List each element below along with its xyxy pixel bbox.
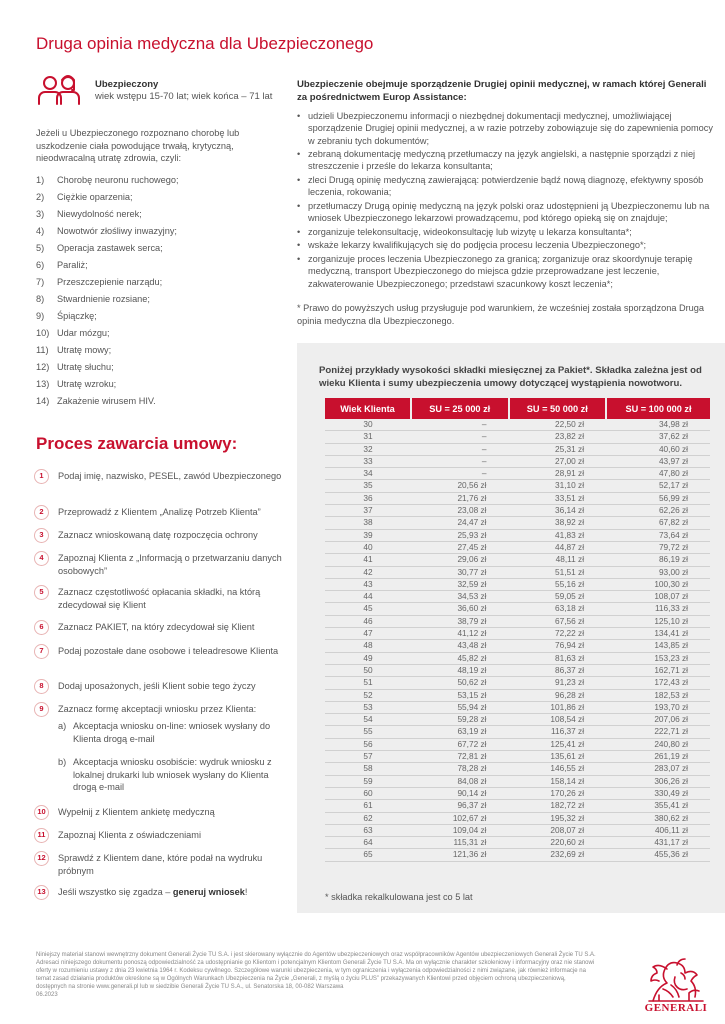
table-row bbox=[325, 714, 710, 726]
disease-list bbox=[36, 172, 179, 410]
disease-label: Niewydolność nerek; bbox=[57, 209, 142, 219]
table-cell: 48,11 zł bbox=[509, 554, 607, 566]
table-cell: 59,05 zł bbox=[509, 591, 607, 603]
table-header-cell: SU = 25 000 zł bbox=[411, 398, 509, 419]
step-number-badge: 6 bbox=[34, 620, 49, 635]
table-cell: 36,60 zł bbox=[411, 603, 509, 615]
table-cell: 93,00 zł bbox=[606, 566, 710, 578]
table-row bbox=[325, 455, 710, 467]
table-cell: 43,97 zł bbox=[606, 455, 710, 467]
table-cell: 108,07 zł bbox=[606, 591, 710, 603]
table-cell: 37,62 zł bbox=[606, 431, 710, 443]
premium-table-heading: Poniżej przykłady wysokości składki miesięcznej za Pakiet*. Składka zależna jest od wieku Klienta i sumy ubezpieczenia umowy dotyczącej wystąpienia nowotworu. bbox=[319, 365, 702, 389]
table-cell: – bbox=[411, 455, 509, 467]
table-cell: 193,70 zł bbox=[606, 701, 710, 713]
step-text: Sprawdź z Klientem dane, które podał na wydruku próbnym bbox=[58, 853, 263, 876]
table-cell: 84,08 zł bbox=[411, 775, 509, 787]
table-cell: 30,77 zł bbox=[411, 566, 509, 578]
table-cell: 86,19 zł bbox=[606, 554, 710, 566]
table-cell: 36 bbox=[325, 492, 411, 504]
table-cell: 40,60 zł bbox=[606, 443, 710, 455]
table-row bbox=[325, 591, 710, 603]
disease-number: 14) bbox=[36, 396, 50, 406]
table-cell: 116,33 zł bbox=[606, 603, 710, 615]
table-cell: 41,83 zł bbox=[509, 529, 607, 541]
table-cell: 32 bbox=[325, 443, 411, 455]
table-cell: 182,53 zł bbox=[606, 689, 710, 701]
table-cell: 64 bbox=[325, 837, 411, 849]
table-row bbox=[325, 751, 710, 763]
table-cell: 27,00 zł bbox=[509, 455, 607, 467]
disease-label: Ciężkie oparzenia; bbox=[57, 192, 133, 202]
table-cell: 34,98 zł bbox=[606, 419, 710, 431]
disease-item bbox=[36, 376, 179, 393]
table-cell: 67,56 zł bbox=[509, 615, 607, 627]
table-cell: 42 bbox=[325, 566, 411, 578]
table-cell: 232,69 zł bbox=[509, 849, 607, 861]
step-text: Podaj imię, nazwisko, PESEL, zawód Ubezpieczonego bbox=[58, 471, 282, 481]
table-row bbox=[325, 812, 710, 824]
table-cell: 222,71 zł bbox=[606, 726, 710, 738]
disease-number: 9) bbox=[36, 311, 45, 321]
table-row bbox=[325, 824, 710, 836]
table-row bbox=[325, 541, 710, 553]
table-cell: 380,62 zł bbox=[606, 812, 710, 824]
table-row bbox=[325, 689, 710, 701]
sub-step-text: Akceptacja wniosku on-line: wniosek wysłany do Klienta drogą e-mail bbox=[73, 721, 271, 744]
premium-table bbox=[325, 398, 710, 862]
table-cell: 56 bbox=[325, 738, 411, 750]
table-cell: 43,48 zł bbox=[411, 640, 509, 652]
table-cell: 330,49 zł bbox=[606, 787, 710, 799]
step-number-badge: 1 bbox=[34, 469, 49, 484]
disease-number: 7) bbox=[36, 277, 45, 287]
table-cell: 22,50 zł bbox=[509, 419, 607, 431]
table-row bbox=[325, 701, 710, 713]
step-number-badge: 11 bbox=[34, 828, 49, 843]
table-cell: 45,82 zł bbox=[411, 652, 509, 664]
table-row bbox=[325, 578, 710, 590]
coverage-list bbox=[297, 110, 717, 291]
disease-item bbox=[36, 172, 179, 189]
step-text: Zapoznaj Klienta z „Informacją o przetwarzaniu danych osobowych” bbox=[58, 553, 282, 576]
table-cell: 143,85 zł bbox=[606, 640, 710, 652]
table-cell: 67,82 zł bbox=[606, 517, 710, 529]
premium-panel bbox=[297, 343, 725, 913]
table-cell: 81,63 zł bbox=[509, 652, 607, 664]
table-cell: 20,56 zł bbox=[411, 480, 509, 492]
table-cell: 59 bbox=[325, 775, 411, 787]
table-cell: 78,28 zł bbox=[411, 763, 509, 775]
table-cell: 306,26 zł bbox=[606, 775, 710, 787]
disease-item bbox=[36, 325, 179, 342]
table-cell: 43 bbox=[325, 578, 411, 590]
step-number-badge: 4 bbox=[34, 551, 49, 566]
table-cell: 431,17 zł bbox=[606, 837, 710, 849]
table-cell: 162,71 zł bbox=[606, 664, 710, 676]
table-cell: 34,53 zł bbox=[411, 591, 509, 603]
table-cell: 62,26 zł bbox=[606, 505, 710, 517]
table-cell: 27,45 zł bbox=[411, 541, 509, 553]
footer-date: 06.2023 bbox=[36, 991, 58, 998]
table-header-cell: SU = 50 000 zł bbox=[509, 398, 607, 419]
table-cell: 37 bbox=[325, 505, 411, 517]
table-cell: 455,36 zł bbox=[606, 849, 710, 861]
table-row bbox=[325, 726, 710, 738]
table-cell: 220,60 zł bbox=[509, 837, 607, 849]
table-cell: 51,51 zł bbox=[509, 566, 607, 578]
step-number-badge: 10 bbox=[34, 805, 49, 820]
disease-number: 3) bbox=[36, 209, 45, 219]
coverage-item: • zleci Drugą opinię medyczną zawierającą: potwierdzenie bądź nową diagnozę, efektywny sposób leczenia, rokowania; bbox=[297, 174, 717, 199]
disease-number: 12) bbox=[36, 362, 50, 372]
disease-number: 1) bbox=[36, 175, 45, 185]
table-cell: 52,17 zł bbox=[606, 480, 710, 492]
step-text: Zaznacz częstotliwość opłacania składki, na którą zdecydował się Klient bbox=[58, 587, 261, 610]
table-cell: 153,23 zł bbox=[606, 652, 710, 664]
premium-table-note: * składka rekalkulowana jest co 5 lat bbox=[325, 892, 473, 902]
step-text-suffix: ! bbox=[244, 887, 248, 897]
step-text: Wypełnij z Klientem ankietę medyczną bbox=[58, 807, 215, 817]
table-cell: 40 bbox=[325, 541, 411, 553]
disease-item bbox=[36, 393, 179, 410]
disease-label: Paraliż; bbox=[57, 260, 88, 270]
table-row bbox=[325, 554, 710, 566]
sub-step-label: b) bbox=[58, 757, 67, 767]
table-cell: 38 bbox=[325, 517, 411, 529]
step-text: Zaznacz PAKIET, na który zdecydował się Klient bbox=[58, 622, 255, 632]
table-cell: 34 bbox=[325, 468, 411, 480]
table-cell: 172,43 zł bbox=[606, 677, 710, 689]
table-row bbox=[325, 677, 710, 689]
table-row bbox=[325, 443, 710, 455]
table-row bbox=[325, 849, 710, 861]
step-number-badge: 3 bbox=[34, 528, 49, 543]
table-cell: 48,19 zł bbox=[411, 664, 509, 676]
table-cell: 63,19 zł bbox=[411, 726, 509, 738]
table-row bbox=[325, 566, 710, 578]
disease-number: 5) bbox=[36, 243, 45, 253]
table-cell: 72,22 zł bbox=[509, 628, 607, 640]
table-cell: 55,94 zł bbox=[411, 701, 509, 713]
coverage-item: • zebraną dokumentację medyczną przetłumaczy na język angielski, a następnie sporządzi z niej streszczenie i prześle do lekarza konsultanta; bbox=[297, 148, 717, 173]
table-cell: 23,08 zł bbox=[411, 505, 509, 517]
page-title: Druga opinia medyczna dla Ubezpieczonego bbox=[36, 34, 374, 53]
table-cell: 55 bbox=[325, 726, 411, 738]
table-cell: 46 bbox=[325, 615, 411, 627]
table-row bbox=[325, 431, 710, 443]
step-text: Zapoznaj Klienta z oświadczeniami bbox=[58, 830, 201, 840]
step-text-prefix: Jeśli wszystko się zgadza – bbox=[58, 887, 173, 897]
disease-item bbox=[36, 308, 179, 325]
table-cell: 38,79 zł bbox=[411, 615, 509, 627]
disease-label: Utratę wzroku; bbox=[57, 379, 117, 389]
table-cell: 50 bbox=[325, 664, 411, 676]
table-cell: 73,64 zł bbox=[606, 529, 710, 541]
insured-details: wiek wstępu 15-70 lat; wiek końca – 71 lat bbox=[95, 91, 273, 102]
footer-text: Niniejszy materiał stanowi wewnętrzny dokument Generali Życie TU S.A. i jest skierowany wyłącznie do Agentów ubezpieczeniowych oraz współpracowników Agentów ubezpieczeniowych Generali Życie TU S.A. Adresaci niniejszego dokumentu ponoszą odpowiedzialność za udostępnianie go Klientom i potencjalnym Klientom Generali Życie TU S.A. Ma on wyłącznie charakter szkoleniowy i informacyjny oraz nie stanowi oferty w rozumieniu ustawy z dnia 23 kwietnia 1964 r. Kodeksu cywilnego. Szczegółowe warunki ubezpieczenia, w tym ograniczenia i wyłączenia odpowiedzialności z nimi związane, jak również informacje na temat zasad działania produktów określone są w Ogólnych Warunkach Ubezpieczenia na Życie „Generali, z myślą o życiu PLUS” przekazywanych Klientowi przed objęciem ochroną ubezpieczeniową, dostępnych na stronie www.generali.pl lub w siedzibie Generali Życie TU S.A., ul. Senatorska 18, 00-082 Warszawa bbox=[36, 952, 596, 990]
table-cell: 41,12 zł bbox=[411, 628, 509, 640]
table-cell: – bbox=[411, 443, 509, 455]
table-row bbox=[325, 480, 710, 492]
table-row bbox=[325, 628, 710, 640]
table-cell: 125,41 zł bbox=[509, 738, 607, 750]
family-icon bbox=[36, 72, 82, 106]
table-row bbox=[325, 800, 710, 812]
table-row bbox=[325, 640, 710, 652]
table-cell: 36,14 zł bbox=[509, 505, 607, 517]
step-text-bold: generuj wniosek bbox=[172, 887, 245, 897]
process-title: Proces zawarcia umowy: bbox=[36, 434, 238, 453]
table-cell: 53 bbox=[325, 701, 411, 713]
table-cell: 45 bbox=[325, 603, 411, 615]
disease-item bbox=[36, 257, 179, 274]
disease-item bbox=[36, 342, 179, 359]
table-row bbox=[325, 419, 710, 431]
disease-item bbox=[36, 206, 179, 223]
table-cell: 76,94 zł bbox=[509, 640, 607, 652]
table-cell: 207,06 zł bbox=[606, 714, 710, 726]
disease-label: Udar mózgu; bbox=[57, 328, 110, 338]
disease-number: 2) bbox=[36, 192, 45, 202]
step-number-badge: 8 bbox=[34, 679, 49, 694]
table-cell: 59,28 zł bbox=[411, 714, 509, 726]
table-cell: 49 bbox=[325, 652, 411, 664]
table-cell: 23,82 zł bbox=[509, 431, 607, 443]
disease-number: 4) bbox=[36, 226, 45, 236]
disease-label: Chorobę neuronu ruchowego; bbox=[57, 175, 179, 185]
table-cell: 50,62 zł bbox=[411, 677, 509, 689]
disease-item bbox=[36, 189, 179, 206]
table-cell: 100,30 zł bbox=[606, 578, 710, 590]
disease-item bbox=[36, 240, 179, 257]
table-row bbox=[325, 652, 710, 664]
table-cell: 101,86 zł bbox=[509, 701, 607, 713]
table-cell: – bbox=[411, 431, 509, 443]
table-cell: 35 bbox=[325, 480, 411, 492]
coverage-note: * Prawo do powyższych usług przysługuje pod warunkiem, że wcześniej została sporządzona Druga opinia medyczna dla Ubezpieczonego. bbox=[297, 303, 705, 326]
table-cell: 65 bbox=[325, 849, 411, 861]
table-cell: 55,16 zł bbox=[509, 578, 607, 590]
coverage-item: • udzieli Ubezpieczonemu informacji o niezbędnej dokumentacji medycznej, umożliwiającej sporządzenie Drugiej opinii medycznej, a w razie potrzeby zobowiązuje się do zapewnienia pomocy w zebraniu tych dokumentów; bbox=[297, 110, 717, 147]
table-cell: 39 bbox=[325, 529, 411, 541]
step-number-badge: 12 bbox=[34, 851, 49, 866]
step-number-badge: 7 bbox=[34, 644, 49, 659]
disease-label: Stwardnienie rozsiane; bbox=[57, 294, 150, 304]
coverage-item: • zorganizuje proces leczenia Ubezpieczonego za granicą; zorganizuje oraz skoordynuje terapię medyczną, transport Ubezpieczonego do miejsca gdzie przeprowadzane jest leczenie, zakwaterowanie Ubezpieczonego; przedstawi szacunkowy koszt leczenia*; bbox=[297, 253, 717, 290]
disease-item bbox=[36, 291, 179, 308]
table-row bbox=[325, 603, 710, 615]
disease-number: 11) bbox=[36, 345, 49, 355]
table-row bbox=[325, 529, 710, 541]
step-text bbox=[58, 886, 283, 899]
table-cell: 62 bbox=[325, 812, 411, 824]
table-cell: 208,07 zł bbox=[509, 824, 607, 836]
table-cell: 63,18 zł bbox=[509, 603, 607, 615]
table-cell: 25,31 zł bbox=[509, 443, 607, 455]
sub-step-label: a) bbox=[58, 721, 67, 731]
table-cell: 90,14 zł bbox=[411, 787, 509, 799]
table-cell: 283,07 zł bbox=[606, 763, 710, 775]
table-row bbox=[325, 664, 710, 676]
table-cell: 58 bbox=[325, 763, 411, 775]
table-header-row bbox=[325, 398, 710, 419]
table-row bbox=[325, 837, 710, 849]
step-text: Zaznacz wnioskowaną datę rozpoczęcia ochrony bbox=[58, 530, 258, 540]
disease-number: 13) bbox=[36, 379, 50, 389]
table-cell: 60 bbox=[325, 787, 411, 799]
step-number-badge: 9 bbox=[34, 702, 49, 717]
table-cell: 28,91 zł bbox=[509, 468, 607, 480]
table-row bbox=[325, 517, 710, 529]
table-cell: 79,72 zł bbox=[606, 541, 710, 553]
table-cell: 63 bbox=[325, 824, 411, 836]
table-row bbox=[325, 615, 710, 627]
table-cell: 47,80 zł bbox=[606, 468, 710, 480]
table-cell: 96,28 zł bbox=[509, 689, 607, 701]
table-row bbox=[325, 787, 710, 799]
table-cell: 115,31 zł bbox=[411, 837, 509, 849]
table-cell: 116,37 zł bbox=[509, 726, 607, 738]
diagnosis-intro: Jeżeli u Ubezpieczonego rozpoznano chorobę lub uszkodzenie ciała powodujące trwałą, krytyczną, nieodwracalną utratę zdrowia, czyli: bbox=[36, 128, 240, 163]
table-cell: 30 bbox=[325, 419, 411, 431]
table-row bbox=[325, 492, 710, 504]
table-cell: 31,10 zł bbox=[509, 480, 607, 492]
disease-number: 6) bbox=[36, 260, 45, 270]
table-cell: 134,41 zł bbox=[606, 628, 710, 640]
table-cell: 51 bbox=[325, 677, 411, 689]
table-cell: 146,55 zł bbox=[509, 763, 607, 775]
table-row bbox=[325, 775, 710, 787]
table-cell: 41 bbox=[325, 554, 411, 566]
table-cell: 33,51 zł bbox=[509, 492, 607, 504]
table-cell: 21,76 zł bbox=[411, 492, 509, 504]
generali-logo-text: GENERALI bbox=[644, 1002, 708, 1014]
coverage-item: • przetłumaczy Drugą opinię medyczną na język polski oraz udostępnieni ją Ubezpieczonemu lub na wniosek Ubezpieczonego lekarzowi prowadzącemu, pod którego opieką się on znajduje; bbox=[297, 200, 717, 225]
table-cell: 195,32 zł bbox=[509, 812, 607, 824]
disease-label: Przeszczepienie narządu; bbox=[57, 277, 163, 287]
step-number-badge: 5 bbox=[34, 585, 49, 600]
table-cell: 67,72 zł bbox=[411, 738, 509, 750]
table-row bbox=[325, 738, 710, 750]
step-text: Zaznacz formę akceptacji wniosku przez Klienta: bbox=[58, 704, 257, 714]
table-cell: 91,23 zł bbox=[509, 677, 607, 689]
table-cell: 158,14 zł bbox=[509, 775, 607, 787]
table-cell: 240,80 zł bbox=[606, 738, 710, 750]
table-cell: 61 bbox=[325, 800, 411, 812]
table-cell: 31 bbox=[325, 431, 411, 443]
table-cell: 135,61 zł bbox=[509, 751, 607, 763]
disease-number: 10) bbox=[36, 328, 50, 338]
table-cell: 25,93 zł bbox=[411, 529, 509, 541]
table-cell: 54 bbox=[325, 714, 411, 726]
table-cell: 96,37 zł bbox=[411, 800, 509, 812]
table-cell: 182,72 zł bbox=[509, 800, 607, 812]
step-text: Przeprowadź z Klientem „Analizę Potrzeb Klienta” bbox=[58, 507, 261, 517]
disease-label: Zakażenie wirusem HIV. bbox=[57, 396, 156, 406]
step-number-badge: 2 bbox=[34, 505, 49, 520]
coverage-item: • zorganizuje telekonsultację, wideokonsultację lub wizytę u lekarza konsultanta*; bbox=[297, 226, 717, 238]
table-cell: 48 bbox=[325, 640, 411, 652]
table-cell: 29,06 zł bbox=[411, 554, 509, 566]
disease-label: Operacja zastawek serca; bbox=[57, 243, 163, 253]
step-text: Dodaj uposażonych, jeśli Klient sobie tego życzy bbox=[58, 681, 256, 691]
table-cell: – bbox=[411, 468, 509, 480]
table-cell: 406,11 zł bbox=[606, 824, 710, 836]
table-header-cell: SU = 100 000 zł bbox=[606, 398, 710, 419]
table-cell: 32,59 zł bbox=[411, 578, 509, 590]
table-cell: 57 bbox=[325, 751, 411, 763]
disease-item bbox=[36, 359, 179, 376]
coverage-item: • wskaże lekarzy kwalifikujących się do podjęcia procesu leczenia Ubezpieczonego*; bbox=[297, 239, 717, 251]
disease-number: 8) bbox=[36, 294, 45, 304]
sub-step-text: Akceptacja wniosku osobiście: wydruk wniosku z lokalnej drukarki lub wniosek wysłany do Klienta drogą e-mail bbox=[73, 757, 272, 792]
table-cell: 102,67 zł bbox=[411, 812, 509, 824]
footer-disclaimer bbox=[36, 952, 596, 999]
table-cell: 24,47 zł bbox=[411, 517, 509, 529]
table-cell: 53,15 zł bbox=[411, 689, 509, 701]
table-cell: 44,87 zł bbox=[509, 541, 607, 553]
table-cell: 56,99 zł bbox=[606, 492, 710, 504]
table-cell: 44 bbox=[325, 591, 411, 603]
table-row bbox=[325, 468, 710, 480]
table-cell: 109,04 zł bbox=[411, 824, 509, 836]
step-number-badge: 13 bbox=[34, 885, 49, 900]
insured-heading: Ubezpieczony bbox=[95, 79, 159, 90]
table-cell: – bbox=[411, 419, 509, 431]
table-cell: 72,81 zł bbox=[411, 751, 509, 763]
table-cell: 108,54 zł bbox=[509, 714, 607, 726]
disease-item bbox=[36, 274, 179, 291]
insured-info bbox=[95, 79, 272, 103]
coverage-heading: Ubezpieczenie obejmuje sporządzenie Drugiej opinii medycznej, w ramach której Generali za pośrednictwem Europ Assistance: bbox=[297, 79, 707, 103]
disease-label: Nowotwór złośliwy inwazyjny; bbox=[57, 226, 177, 236]
table-cell: 38,92 zł bbox=[509, 517, 607, 529]
table-cell: 33 bbox=[325, 455, 411, 467]
disease-label: Śpiączkę; bbox=[57, 311, 97, 321]
table-cell: 52 bbox=[325, 689, 411, 701]
table-header-cell: Wiek Klienta bbox=[325, 398, 411, 419]
table-cell: 86,37 zł bbox=[509, 664, 607, 676]
table-cell: 261,19 zł bbox=[606, 751, 710, 763]
table-cell: 125,10 zł bbox=[606, 615, 710, 627]
table-cell: 355,41 zł bbox=[606, 800, 710, 812]
disease-label: Utratę mowy; bbox=[57, 345, 112, 355]
disease-label: Utratę słuchu; bbox=[57, 362, 114, 372]
table-row bbox=[325, 505, 710, 517]
table-cell: 121,36 zł bbox=[411, 849, 509, 861]
disease-item bbox=[36, 223, 179, 240]
table-cell: 47 bbox=[325, 628, 411, 640]
table-cell: 170,26 zł bbox=[509, 787, 607, 799]
step-text: Podaj pozostałe dane osobowe i teleadresowe Klienta bbox=[58, 646, 279, 656]
table-row bbox=[325, 763, 710, 775]
